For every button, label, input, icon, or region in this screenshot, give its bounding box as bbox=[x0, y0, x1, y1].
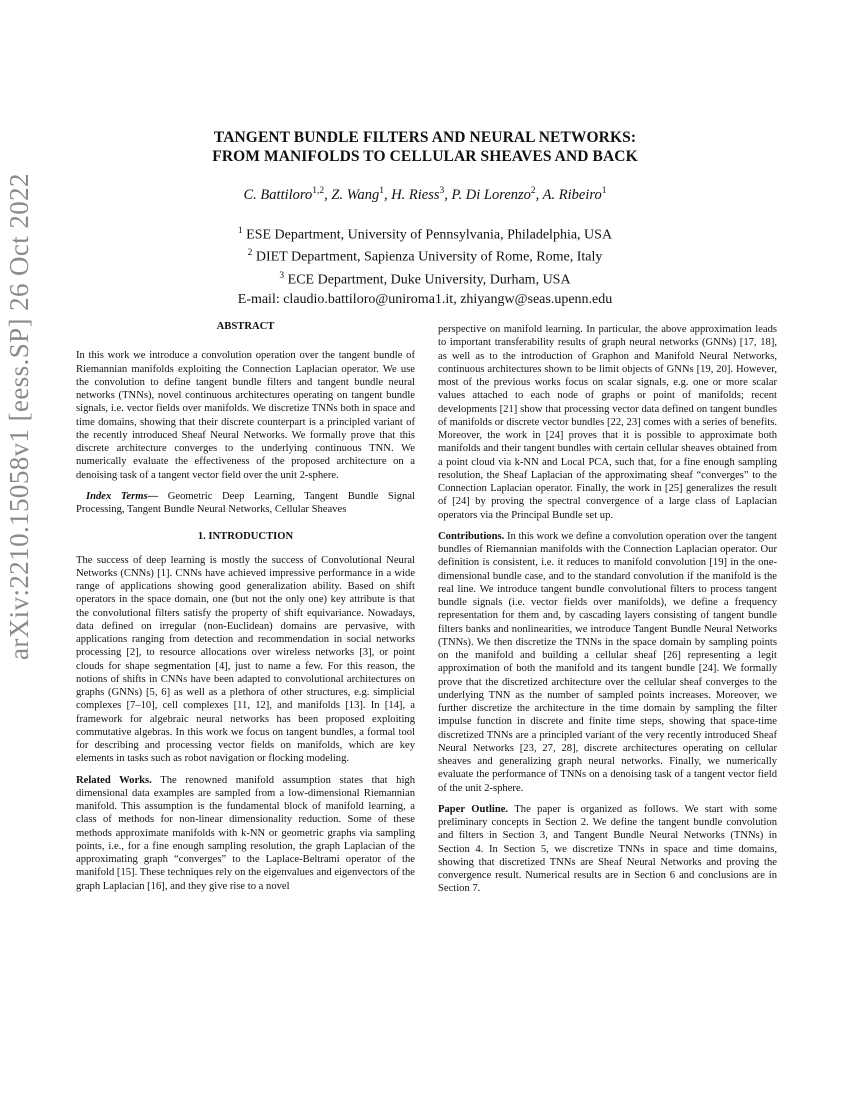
contributions-paragraph bbox=[438, 530, 777, 795]
related-works-paragraph bbox=[76, 774, 415, 893]
author-affil-mark: 1,2 bbox=[312, 186, 325, 196]
author-affil-mark: 3 bbox=[439, 186, 445, 196]
abstract-heading: ABSTRACT bbox=[216, 321, 275, 332]
contributions-text: In this work we define a convolution operation over the tangent bundles of Riemannian manifolds with the Connection Laplacian operator. Our definition is consistent, i.e. it reduces to manifold convolution [19] in the one-dimensional bundle case, and to the standard convolution if the manifold is the real line. We introduce tangent bundle convolutional filters to process tangent bundle signals (i.e. vector fields over manifolds), we define a frequency representation for them and, by cascading layers consisting of tangent bundle filters banks and nonlinearities, we introduce Tangent Bundle Neural Networks (TNNs). We then discretize the TNNs in the space domain by sampling points on the manifold and building a cellular sheaf [26] representing a legit approximation of both the manifold and its tangent bundle [24]. We formally prove that the discretized architecture over the cellular sheaf converges to the underlying TNN as the number of sampled points increases. Moreover, we further discretize the architecture in the time domain by sampling the filter impulse function in discrete and finite time steps, showing that space-time discretized TNNs are a principled variant of the very recently introduced Sheaf Neural Networks [23, 27, 28], discrete architectures operating on cellular sheaves and generalizing graph neural networks. Finally, we numerically evaluate the performance of TNNs on a denoising task of a tangent vector field of the unit 2-sphere. bbox=[438, 530, 777, 794]
author: P. Di Lorenzo bbox=[451, 186, 531, 203]
author-affil-mark: 2 bbox=[530, 186, 536, 196]
outline-head: Paper Outline. bbox=[438, 803, 509, 815]
index-terms-text: Geometric Deep Learning, Tangent Bundle Signal Processing, Tangent Bundle Neural Networks, Cellular Sheaves bbox=[76, 490, 415, 515]
right-column bbox=[438, 323, 777, 904]
abstract-body: In this work we introduce a convolution operation over the tangent bundle of Riemannian manifolds exploiting the Connection Laplacian operator. We use the convolution to define tangent bundle filters and tangent bundle neural networks (TNNs), novel continuous architectures operating on tangent bundle signals, i.e. vector fields over manifolds. We discretize TNNs both in space and time domains, showing that their discrete counterpart is a principled variant of the recently introduced Sheaf Neural Networks. We formally prove that this discrete architecture converges to the underlying continuous TNN. We numerically evaluate the effectiveness of the proposed architecture on a denoising task of a tangent vector field over the unit 2-sphere. bbox=[76, 350, 415, 481]
index-terms-label: Index Terms— bbox=[86, 490, 159, 502]
title-line-1: TANGENT BUNDLE FILTERS AND NEURAL NETWORKS: bbox=[213, 129, 637, 146]
author-list: C. Battiloro$^{1,2}$, Z. Wang$^1$, H. Riess$^3$, P. Di Lorenzo$^2$, A. Ribeiro$^1$ bbox=[243, 186, 607, 203]
outline-text: The paper is organized as follows. We start with some preliminary concepts in Section 2. We define the tangent bundle convolution and filters in Section 3, and Tangent Bundle Neural Networks (TNNs) in Section 4. In Section 5, we discretize TNNs in space and time domains, showing that discretized TNNs are Sheaf Neural Networks and proving the convergence result. Numerical results are in Section 6 and conclusions are in Section 7. bbox=[438, 803, 777, 895]
continued-paragraph: perspective on manifold learning. In particular, the above approximation leads to important transferability results of graph neural networks (GNNs) [17, 18], as well as to the introduction of Graphon and Manifold Neural Networks, continuous architectures shown to be limit objects of GNNs [19, 20]. However, most of the previous works focus on scalar signals, e.g. one or more scalar values attached to each node of graphs or point of manifolds; recent developments [21] show that processing vector data defined on tangent bundles of manifolds or discrete vector bundles [22, 23] comes with a series of benefits. Moreover, the work in [24] proves that it is possible to approximate both manifolds and their tangent bundles with certain cellular sheaves obtained from a point cloud via k-NN and Local PCA, such that, for a fine enough sampling resolution, the Sheaf Laplacian of the approximating sheaf “converges” to the Connection Laplacian operator. Finally, the work in [25] generalizes the result of [24] by proving the spectral convergence of a large class of Laplacian operators via the Principal Bundle set up. bbox=[438, 324, 777, 521]
left-column bbox=[76, 320, 415, 901]
author: A. Ribeiro bbox=[542, 186, 602, 203]
intro-paragraph: The success of deep learning is mostly the success of Convolutional Neural Networks (CNNs) [1]. CNNs have achieved impressive performance in a wide range of applications showing good generalization ability. Based on shift operators in the space domain, one (but not the only one) key attribute is that the convolutional filters satisfy the property of shift equivariance. Nowadays, data defined on irregular (non-Euclidean) domains are pervasive, with applications ranging from detection and recommendation in social networks processing [2], to resource allocations over wireless networks [3], or point clouds for shape segmentation [4], just to name a few. For this reason, the notions of shifts in CNNs have been adapted to convolutional architectures on graphs (GNNs) [5, 6] as well as a plethora of other structures, e.g. simplicial complexes [7–10], cell complexes [11, 12], and manifolds [13]. In [14], a framework for algebraic neural networks has been proposed exploiting commutative algebras. In this work we focus on tangent bundles, a formal tool for describing and processing vector fields on manifolds, which are key elements in tasks such as robot navigation or flocking modeling. bbox=[76, 554, 415, 765]
index-terms bbox=[76, 490, 415, 517]
contributions-head: Contributions. bbox=[438, 530, 505, 542]
author: H. Riess bbox=[391, 186, 440, 203]
related-works-text: The renowned manifold assumption states that high dimensional data examples are sampled from a low-dimensional Riemannian manifold. This assumption is the fundamental block of manifold learning, a class of methods for non-linear dimensionality reduction. Some of these methods approximate manifolds with k-NN or geometric graphs via sampling points, i.e., for a fine enough sampling resolution, the graph Laplacian of the approximating graph “converges” to the Laplace-Beltrami operator of the manifold [15]. These techniques rely on the eigenvalues and eigenvectors of the graph Laplacian [16], and they give rise to a novel bbox=[76, 774, 416, 892]
affiliation: $^2$ DIET Department, Sapienza University of Rome, Rome, Italy bbox=[247, 248, 603, 266]
author-affil-mark: 1 bbox=[379, 186, 384, 196]
affiliation: $^3$ ECE Department, Duke University, Durham, USA bbox=[279, 271, 571, 288]
affiliation-list bbox=[0, 222, 850, 309]
paper-title bbox=[0, 128, 850, 166]
author: C. Battiloro bbox=[243, 186, 313, 203]
outline-paragraph bbox=[438, 803, 777, 896]
title-line-2: FROM MANIFOLDS TO CELLULAR SHEAVES AND BACK bbox=[212, 148, 638, 165]
paper-header bbox=[0, 128, 850, 309]
author: Z. Wang bbox=[331, 186, 380, 203]
email-line: E-mail: claudio.battiloro@uniroma1.it, zhiyangw@seas.upenn.edu bbox=[237, 291, 613, 307]
arxiv-identifier: arXiv:2210.15058v1 [eess.SP] 26 Oct 2022 bbox=[4, 173, 34, 660]
author-affil-mark: 1 bbox=[601, 186, 607, 196]
affiliation: $^1$ ESE Department, University of Pennsylvania, Philadelphia, USA bbox=[237, 225, 613, 243]
related-works-head: Related Works. bbox=[76, 774, 152, 786]
introduction-heading: 1. INTRODUCTION bbox=[197, 531, 294, 543]
